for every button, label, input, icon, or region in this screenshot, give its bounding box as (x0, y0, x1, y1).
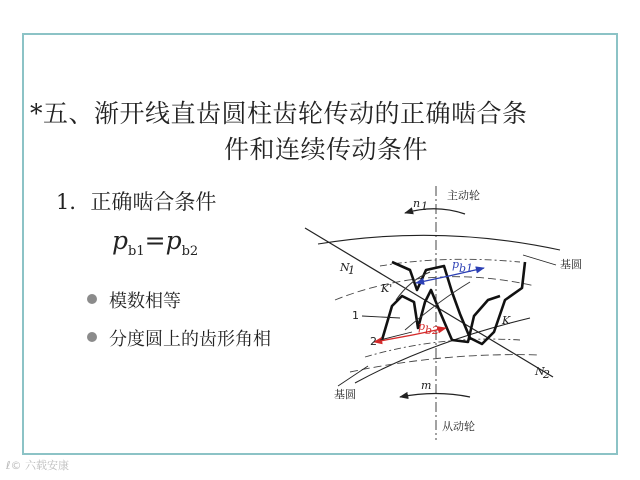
N1-label: N (340, 261, 350, 274)
N2-label: N (535, 365, 545, 378)
pb2-label: p (418, 320, 426, 333)
N2-subscript: 2 (543, 368, 550, 381)
pb2-subscript: b2 (425, 324, 440, 337)
n1-subscript: 1 (421, 200, 428, 213)
driver-wheel-label: 主动轮 (447, 189, 480, 202)
driven-pitch-circle (365, 339, 520, 357)
n1-label: n (413, 197, 421, 210)
leader-line-1 (362, 316, 400, 318)
driven-dedendum-arc (350, 355, 540, 372)
K-label: K (502, 314, 511, 327)
m-label: m (421, 379, 432, 392)
slide-title-line2: 件和连续传动条件 (224, 135, 429, 164)
formula-sub1: b1 (128, 244, 145, 259)
formula-sub2: b2 (181, 244, 199, 259)
base-circle-leader-top (523, 255, 556, 265)
bullet-text: 模数相等 (109, 291, 181, 312)
bullet-text: 分度圆上的齿形角相 (109, 329, 271, 350)
line-1-label: 1 (352, 309, 359, 322)
watermark: ℓ© 六载安康 (6, 459, 70, 472)
driver-base-circle (318, 235, 560, 250)
formula-p2: p (165, 226, 182, 255)
pb1-subscript: b1 (459, 262, 474, 275)
rotation-arrow-m (400, 394, 470, 398)
section-heading: 1．正确啮合条件 (56, 190, 217, 214)
formula-p1: p (112, 226, 129, 255)
line-of-action (305, 228, 553, 377)
pb1-label: p (452, 258, 460, 271)
formula-equals: = (144, 226, 166, 255)
N1-subscript: 1 (348, 264, 355, 277)
base-circle-label-top: 基圆 (560, 258, 582, 271)
slide-title-line1: *五、渐开线直齿圆柱齿轮传动的正确啮合条 (30, 99, 528, 128)
base-circle-label-bottom: 基圆 (334, 388, 356, 401)
driven-wheel-label: 从动轮 (442, 420, 475, 433)
base-circle-leader-bottom (338, 366, 368, 386)
driven-base-circle (355, 318, 530, 383)
line-2-label: 2 (370, 335, 377, 348)
Kprime-label: K' (381, 282, 393, 295)
